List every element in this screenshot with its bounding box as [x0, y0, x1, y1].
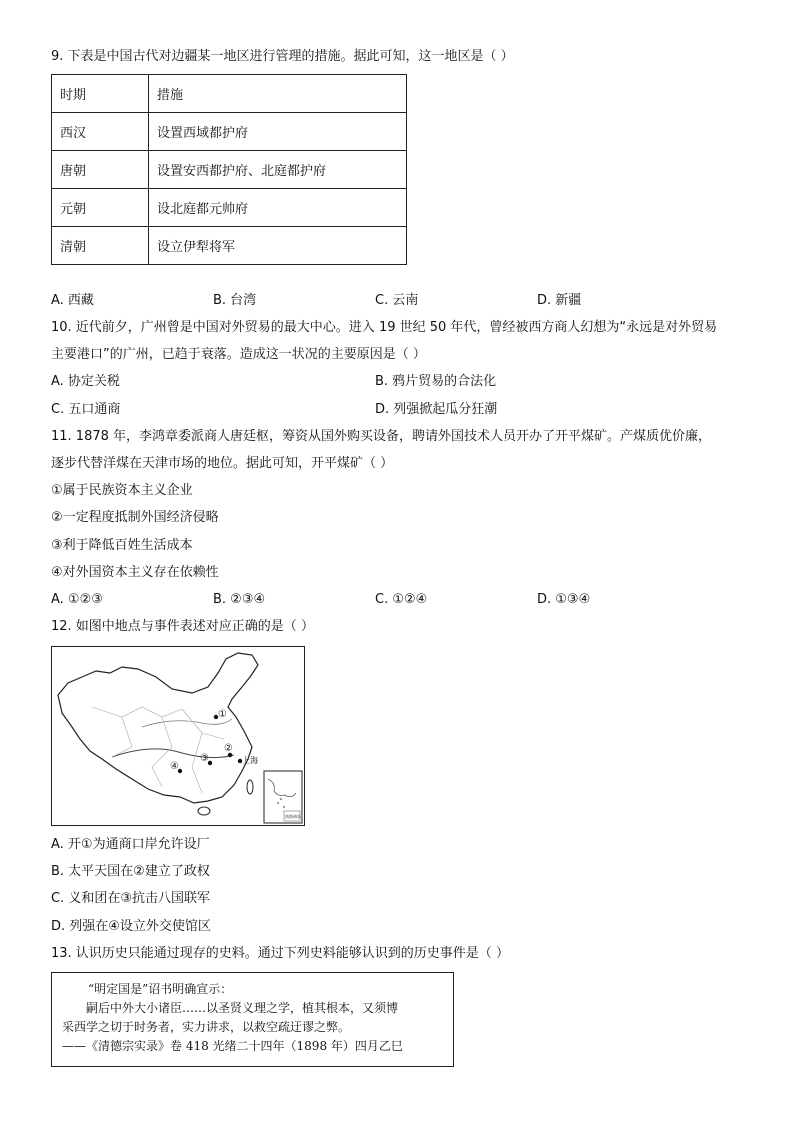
table-cell-period: 清朝 — [52, 227, 149, 265]
marker-1: ① — [218, 709, 227, 720]
q12-stem: 12. 如图中地点与事件表述对应正确的是（ ） — [51, 619, 314, 634]
table-cell-measure: 设置安西都护府、北庭都护府 — [149, 151, 407, 189]
q12-option-d: D. 列强在④设立外交使馆区 — [51, 919, 211, 934]
q10-option-a: A. 协定关税 — [51, 374, 120, 389]
q10-option-d: D. 列强掀起瓜分狂潮 — [375, 402, 498, 417]
q13-stem: 13. 认识历史只能通过现存的史料。通过下列史料能够认识到的历史事件是（ ） — [51, 946, 509, 961]
q10-option-b: B. 鸦片贸易的合法化 — [375, 374, 497, 389]
table-header-row — [52, 75, 407, 113]
table-cell-period: 西汉 — [52, 113, 149, 151]
hainan-island — [198, 807, 210, 815]
quote-line-1: “明定国是”诏书明确宣示： — [88, 982, 233, 996]
q11-stem-line1: 11. 1878 年，李鸿章委派商人唐廷枢，筹资从国外购买设备，聘请外国技术人员开办了开平煤矿。产煤质优价廉， — [51, 429, 712, 444]
q9-option-d: D. 新疆 — [537, 293, 582, 308]
inset-label: 南海诸岛 — [285, 814, 301, 819]
china-map — [51, 646, 305, 826]
marker-2: ② — [224, 743, 233, 754]
q10-option-c: C. 五口通商 — [51, 402, 121, 417]
q9-stem: 9. 下表是中国古代对边疆某一地区进行管理的措施。据此可知，这一地区是（ ） — [51, 49, 514, 64]
q9-option-c: C. 云南 — [375, 293, 419, 308]
marker-4: ④ — [170, 761, 179, 772]
q9-option-a: A. 西藏 — [51, 293, 94, 308]
table-row — [52, 189, 407, 227]
q11-statement-4: ④对外国资本主义存在依赖性 — [51, 565, 219, 580]
q12-option-a: A. 开①为通商口岸允许设厂 — [51, 837, 210, 852]
q11-option-b: B. ②③④ — [213, 592, 266, 607]
table-cell-measure: 设立伊犁将军 — [149, 227, 407, 265]
quote-line-2: 嗣后中外大小诸臣……以圣贤义理之学，植其根本，又须博 — [86, 1001, 399, 1015]
quote-line-3: 采西学之切于时务者，实力讲求，以救空疏迂谬之弊。 — [62, 1020, 351, 1034]
table-header-period: 时期 — [52, 75, 149, 113]
table-row — [52, 151, 407, 189]
q12-option-c: C. 义和团在③抗击八国联军 — [51, 891, 210, 906]
q11-statement-1: ①属于民族资本主义企业 — [51, 483, 193, 498]
q9-table — [51, 74, 407, 265]
table-row — [52, 227, 407, 265]
historical-quote-box — [51, 972, 454, 1067]
q11-statement-3: ③利于降低百姓生活成本 — [51, 538, 193, 553]
table-cell-measure: 设北庭都元帅府 — [149, 189, 407, 227]
table-row — [52, 113, 407, 151]
q10-stem-line2: 主要港口”的广州，已趋于衰落。造成这一状况的主要原因是（ ） — [51, 347, 426, 362]
q11-stem-line2: 逐步代替洋煤在天津市场的地位。据此可知，开平煤矿（ ） — [51, 456, 394, 471]
quote-source: ——《清德宗实录》卷 418 光绪二十四年（1898 年）四月乙巳 — [62, 1039, 403, 1053]
marker-3: ③ — [200, 753, 209, 764]
table-cell-period: 唐朝 — [52, 151, 149, 189]
q11-option-c: C. ①②④ — [375, 592, 428, 607]
q10-stem-line1: 10. 近代前夕，广州曾是中国对外贸易的最大中心。进入 19 世纪 50 年代，曾经被西方商人幻想为“永远是对外贸易 — [51, 320, 718, 335]
table-header-measure: 措施 — [149, 75, 407, 113]
table-cell-measure: 设置西域都护府 — [149, 113, 407, 151]
taiwan-island — [247, 780, 253, 794]
shanghai-label: 上海 — [242, 756, 258, 765]
q9-option-b: B. 台湾 — [213, 293, 257, 308]
china-map-drawing — [52, 647, 304, 825]
q11-option-d: D. ①③④ — [537, 592, 591, 607]
q11-statement-2: ②一定程度抵制外国经济侵略 — [51, 510, 219, 525]
china-outline — [58, 653, 258, 803]
table-cell-period: 元朝 — [52, 189, 149, 227]
q11-option-a: A. ①②③ — [51, 592, 103, 607]
q12-option-b: B. 太平天国在②建立了政权 — [51, 864, 210, 879]
